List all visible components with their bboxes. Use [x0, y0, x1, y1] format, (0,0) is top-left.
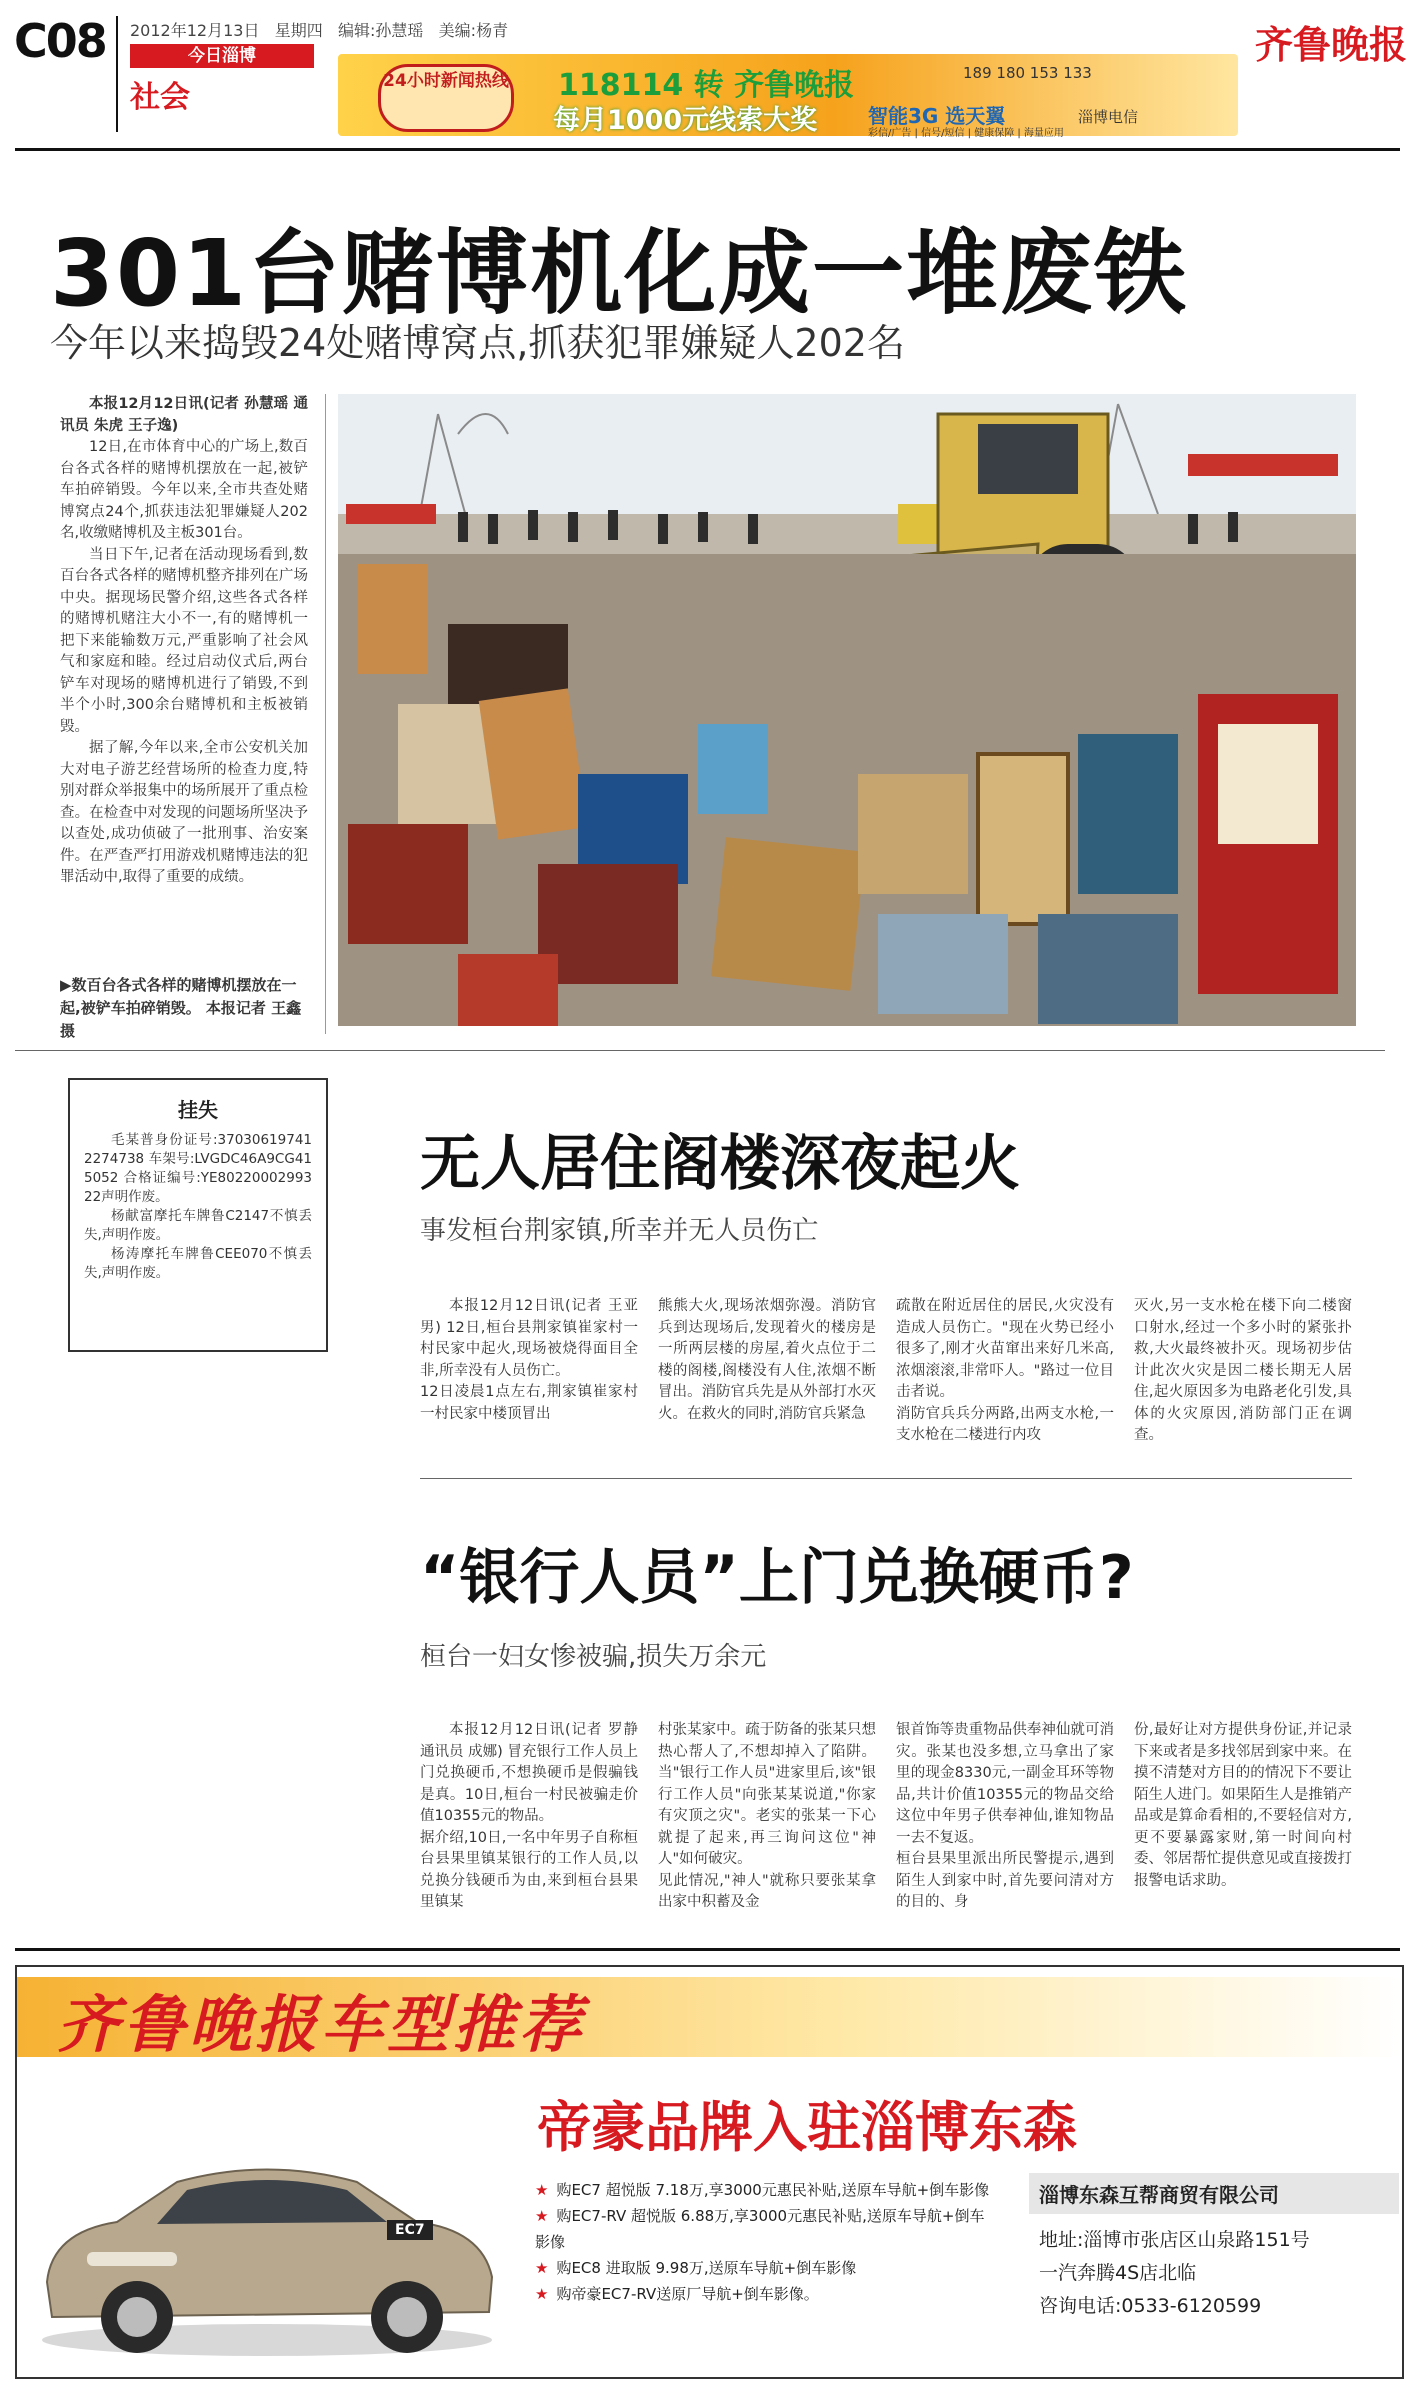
lost-notice-item: 杨献富摩托车牌鲁C2147不慎丢失,声明作废。 [84, 1208, 312, 1243]
promotion-list [535, 2177, 990, 2307]
star-icon: ★ [535, 2207, 549, 2225]
car-badge: EC7 [387, 2220, 433, 2240]
dealer-name: 淄博东森互帮商贸有限公司 [1029, 2173, 1399, 2214]
scam-subhead: 桓台一妇女惨被骗,损失万余元 [420, 1642, 767, 1672]
promotion-item [535, 2281, 990, 2307]
promotion-text: 购EC7-RV 超悦版 6.88万,享3000元惠民补贴,送原车导航+倒车影像 [535, 2207, 985, 2251]
star-icon: ★ [535, 2259, 549, 2277]
main-subhead: 今年以来捣毁24处赌博窝点,抓获犯罪嫌疑人202名 [50, 321, 905, 365]
page-bottom-rule [15, 1948, 1400, 1951]
promotion-text: 购EC7 超悦版 7.18万,享3000元惠民补贴,送原车导航+倒车影像 [556, 2181, 990, 2199]
news-photo-bulldozer [338, 394, 1356, 1026]
story1-paragraph: 12日,在市体育中心的广场上,数百台各式各样的赌博机摆放在一起,被铲车拍碎销毁。今年以来,全市共查处赌博窝点24个,抓获违法犯罪嫌疑人202名,收缴赌博机及主板301台。 [60, 439, 308, 541]
column-divider [325, 394, 326, 1034]
fire-column: 疏散在附近居住的居民,火灾没有造成人员伤亡。"现在火势已经小很多了,刚才火苗窜出来好几米高,浓烟滚滚,非常吓人。"路过一位目击者说。 消防官兵兵分两路,出两支水枪,一支水枪在二楼进行内攻 [896, 1298, 1114, 1443]
issue-date: 2012年12月13日 [130, 21, 260, 40]
dealer-phone[interactable]: 咨询电话:0533-6120599 [1039, 2295, 1262, 2317]
section-label: 社会 [130, 80, 190, 115]
promotion-item [535, 2177, 990, 2203]
hotline-number: 118114 转 齐鲁晚报 [558, 68, 855, 103]
lost-notice-item: 杨涛摩托车牌鲁CEE070不慎丢失,声明作废。 [84, 1246, 312, 1281]
designer: 美编:杨青 [438, 21, 509, 40]
story1-paragraph: 当日下午,记者在活动现场看到,数百台各式各样的赌博机整齐排列在广场中央。据现场民警介绍,这些各式各样的赌博机赌注大小不一,有的赌博机一把下来能输数万元,严重影响了社会风气和家庭和睦。经过启动仪式后,两台铲车对现场的赌博机进行了销毁,不到半个小时,300余台赌博机和主板被销毁。 [60, 546, 308, 735]
fire-column: 灭火,另一支水枪在楼下向二楼窗口射水,经过一个多小时的紧张扑救,大火最终被扑灭。现场初步估计此次火灾是因二楼长期无人居住,起火原因多为电路老化引发,具体的火灾原因,消防部门正在调查。 [1134, 1298, 1352, 1443]
lost-notice-title: 挂失 [178, 1098, 218, 1122]
scam-column: 本报12月12日讯(记者 罗静 通讯员 成娜) 冒充银行工作人员上门兑换硬币,不想换硬币是假骗钱是真。10日,桓台一村民被骗走价值10355元的物品。 据介绍,10日,一名中年男子自称桓台县果里镇某银行的工作人员,以兑换分钱硬币为由,来到桓台县果里镇某 [420, 1722, 638, 1910]
story1-byline: 本报12月12日讯(记者 孙慧瑶 通讯员 朱虎 王子逸) [60, 396, 308, 434]
fire-subhead: 事发桓台荆家镇,所幸并无人员伤亡 [420, 1216, 819, 1246]
page-number: C08 [14, 14, 106, 68]
photo-caption: ▶数百台各式各样的赌博机摆放在一起,被铲车拍碎销毁。 本报记者 王鑫 摄 [60, 976, 302, 1040]
promotion-item [535, 2203, 990, 2255]
header-meta [130, 18, 508, 41]
story1-paragraph: 据了解,今年以来,全市公安机关加大对电子游艺经营场所的检查力度,特别对群众举报集中的场所展开了重点检查。在检查中对发现的问题场所坚决予以查处,成功侦破了一批刑事、治安案件。在严查严打用游戏机赌博违法的犯罪活动中,取得了重要的成绩。 [60, 740, 308, 885]
header-rule [15, 148, 1400, 151]
scam-headline: “银行人员”上门兑换硬币? [420, 1543, 1134, 1613]
photo-illustration [338, 394, 1356, 1026]
car-advertisement[interactable] [15, 1965, 1404, 2379]
hotline-badge: 24小时新闻热线 [378, 64, 514, 132]
ad-title: 齐鲁晚报车型推荐 [57, 1988, 586, 2061]
ad-headline: 帝豪品牌入驻淄博东森 [537, 2096, 1077, 2159]
dealer-info [1029, 2173, 1399, 2373]
fire-headline: 无人居住阁楼深夜起火 [420, 1129, 1020, 1199]
promotion-text: 购帝豪EC7-RV送原厂导航+倒车影像。 [556, 2285, 819, 2303]
promotion-text: 购EC8 进取版 9.98万,送原车导航+倒车影像 [556, 2259, 857, 2277]
dealer-location: 一汽奔腾4S店北临 [1039, 2262, 1197, 2284]
lost-notice-box [68, 1078, 328, 1352]
issue-weekday: 星期四 [274, 21, 323, 40]
star-icon: ★ [535, 2285, 549, 2303]
story1-text [60, 394, 308, 889]
lost-notice-body [70, 1123, 326, 1291]
fire-column: 本报12月12日讯(记者 王亚男) 12日,桓台县荆家镇崔家村一村民家中起火,现场被烧得面目全非,所幸没有人员伤亡。 12日凌晨1点左右,荆家镇崔家村一村民家中楼顶冒出 [420, 1298, 638, 1422]
banner-phone: 189 180 153 133 [963, 64, 1092, 82]
car-illustration [27, 2112, 507, 2367]
hotline-banner[interactable] [338, 54, 1238, 139]
scam-column: 份,最好让对方提供身份证,并记录下来或者是多找邻居到家中来。在摸不清楚对方目的的情况下不要让陌生人进门。如果陌生人是推销产品或是算命看相的,不要轻信对方,更不要暴露家财,第一时间向村委、邻居帮忙提供意见或直接拨打报警电话求助。 [1134, 1722, 1352, 1889]
telecom-brand: 淄博电信 [1078, 108, 1139, 126]
scam-column: 银首饰等贵重物品供奉神仙就可消灾。张某也没多想,立马拿出了家里的现金8330元,一副金耳环等物品,共计价值10355元的物品交给这位中年男子供奉神仙,谁知物品一去不复返。 桓台县果里派出所民警提示,遇到陌生人到家中时,首先要问清对方的目的、身 [896, 1722, 1114, 1910]
main-headline: 301台赌博机化成一堆废铁 [50, 220, 1189, 327]
promotion-item [535, 2255, 990, 2281]
dealer-address: 地址:淄博市张店区山泉路151号 [1039, 2229, 1310, 2251]
city-tag: 今日淄博 [130, 44, 314, 68]
prize-text: 每月1000元线索大奖 [553, 105, 818, 136]
editor: 编辑:孙慧瑶 [338, 21, 424, 40]
header-divider [116, 16, 118, 132]
masthead-logo: 齐鲁晚报 [1255, 22, 1408, 67]
lost-notice-item: 毛某普身份证号:370306197412274738 车架号:LVGDC46A9CG415052 合格证编号:YE8022000299322声明作废。 [84, 1132, 312, 1205]
section-rule [15, 1050, 1385, 1051]
telecom-slogan: 智能3G 选天翼 [868, 104, 1006, 128]
star-icon: ★ [535, 2181, 549, 2199]
telecom-services: 彩信/广告 | 信号/短信 | 健康保障 | 海量应用 [868, 128, 1064, 139]
section-rule [420, 1478, 1352, 1479]
fire-column: 熊熊大火,现场浓烟弥漫。消防官兵到达现场后,发现着火的楼房是一所两层楼的房屋,着火点位于二楼的阁楼,阁楼没有人住,浓烟不断冒出。消防官兵先是从外部打水灭火。在救火的同时,消防官兵紧急 [658, 1298, 876, 1422]
scam-column: 村张某家中。疏于防备的张某只想热心帮人了,不想却掉入了陷阱。当"银行工作人员"进家里后,该"银行工作人员"向张某某说道,"你家有灾顶之灾"。老实的张某一下心就提了起来,再三询问这位"神人"如何破灾。 见此情况,"神人"就称只要张某拿出家中积蓄及金 [658, 1722, 876, 1910]
car-image [27, 2112, 507, 2367]
